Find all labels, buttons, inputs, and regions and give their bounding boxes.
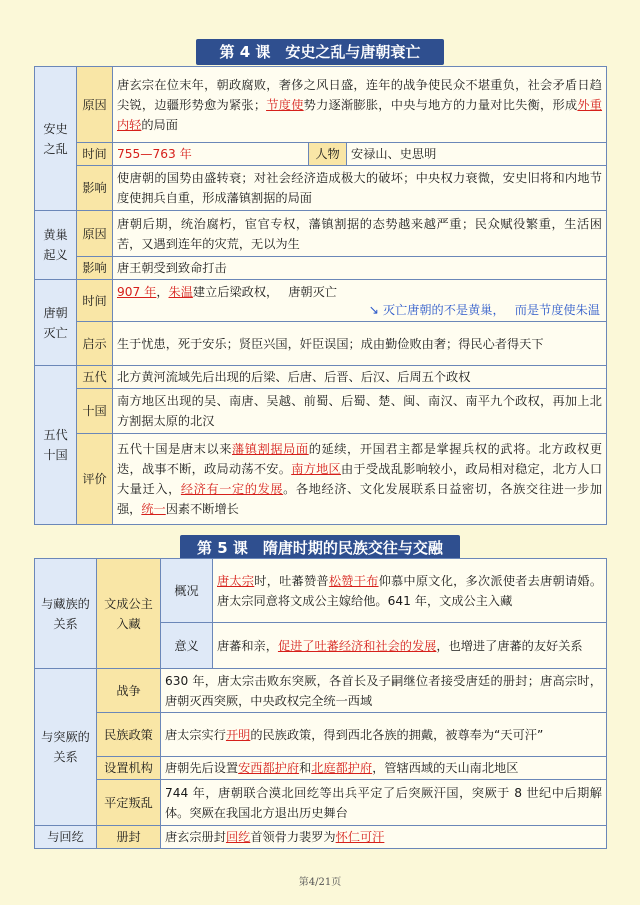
huangchao-cause-label: 原因 xyxy=(77,211,113,257)
tujue-org-label: 设置机构 xyxy=(97,757,161,780)
arrow-icon: ↘ xyxy=(368,302,379,317)
fall-time: 907 年，朱温建立后梁政权， 唐朝灭亡 ↘ 灭亡唐朝的不是黄巢， 而是节度使朱温 xyxy=(113,280,607,322)
tibet-meaning-label: 意义 xyxy=(161,623,213,669)
huangchao-impact: 唐王朝受到致命打击 xyxy=(113,257,607,280)
wudai-ten-label: 十国 xyxy=(77,389,113,434)
lesson4-title: 第 4 课 安史之乱与唐朝衰亡 xyxy=(196,39,444,65)
tibet-meaning: 唐蕃和亲，促进了吐蕃经济和社会的发展，也增进了唐蕃的友好关系 xyxy=(213,623,607,669)
tujue-policy: 唐太宗实行开明的民族政策，得到西北各族的拥戴，被尊奉为“天可汗” xyxy=(161,713,607,757)
huihe-title: 唐玄宗册封回纥首领骨力裴罗为怀仁可汗 xyxy=(161,826,607,849)
fall-lesson-label: 启示 xyxy=(77,322,113,366)
anshi-cause-label: 原因 xyxy=(77,67,113,143)
wudai-ten: 南方地区出现的吴、南唐、吴越、前蜀、后蜀、楚、闽、南汉、南平九个政权，再加上北方割据太原的北汉 xyxy=(113,389,607,434)
tujue-war: 630 年，唐太宗击败东突厥，各首长及子嗣继位者接受唐廷的册封；唐高宗时，唐朝灭西突厥，中央政权完全统一西域 xyxy=(161,669,607,713)
huangchao-label: 黄巢起义 xyxy=(35,211,77,280)
tibet-label: 与藏族的关系 xyxy=(35,559,97,669)
fall-label: 唐朝灭亡 xyxy=(35,280,77,366)
page-number: 第4/21页 xyxy=(298,877,342,888)
tujue-policy-label: 民族政策 xyxy=(97,713,161,757)
wudai-eval-label: 评价 xyxy=(77,434,113,525)
anshi-impact: 使唐朝的国势由盛转衰；对社会经济造成极大的破坏；中央权力衰微，安史旧将和内地节度使拥兵自重，形成藩镇割据的局面 xyxy=(113,166,607,211)
tujue-war-label: 战争 xyxy=(97,669,161,713)
lesson5-table xyxy=(34,558,607,849)
huihe-label: 与回纥 xyxy=(35,826,97,849)
fall-lesson: 生于忧患，死于安乐；贤臣兴国，奸臣误国；成由勤俭败由奢；得民心者得天下 xyxy=(113,322,607,366)
anshi-person-label: 人物 xyxy=(309,143,347,166)
tujue-pacify: 744 年，唐朝联合漠北回纥等出兵平定了后突厥汗国，突厥于 8 世纪中后期解体。突厥在我国北方退出历史舞台 xyxy=(161,780,607,826)
huangchao-cause: 唐朝后期，统治腐朽，宦官专权，藩镇割据的态势越来越严重；民众赋役繁重，生活困苦，又遇到连年的灾荒，无以为生 xyxy=(113,211,607,257)
tujue-label: 与突厥的关系 xyxy=(35,669,97,826)
wudai-eval: 五代十国是唐末以来藩镇割据局面的延续，开国君主都是掌握兵权的武将。北方政权更迭，战事不断，政局动荡不安。南方地区由于受战乱影响较小，政局相对稳定，北方人口大量迁入，经济有一定的发展。各地经济、文化发展联系日益密切，各族交往进一步加强，统一因素不断增长 xyxy=(113,434,607,525)
anshi-label: 安史之乱 xyxy=(35,67,77,211)
anshi-time-label: 时间 xyxy=(77,143,113,166)
anshi-time: 755—763 年 xyxy=(113,143,309,166)
lesson5-title: 第 5 课 隋唐时期的民族交往与交融 xyxy=(180,535,460,561)
tibet-overview: 唐太宗时，吐蕃赞普松赞干布仰慕中原文化，多次派使者去唐朝请婚。唐太宗同意将文成公主嫁给他。641 年，文成公主入藏 xyxy=(213,559,607,623)
fall-time-label: 时间 xyxy=(77,280,113,322)
tibet-sub-label: 文成公主入藏 xyxy=(97,559,161,669)
huihe-title-label: 册封 xyxy=(97,826,161,849)
anshi-impact-label: 影响 xyxy=(77,166,113,211)
wudai-label: 五代十国 xyxy=(35,366,77,525)
anshi-person: 安禄山、史思明 xyxy=(347,143,607,166)
wudai-five-label: 五代 xyxy=(77,366,113,389)
anshi-cause: 唐玄宗在位末年，朝政腐败，奢侈之风日盛，连年的战争使民众不堪重负，社会矛盾日趋尖锐，边疆形势愈为紧张；节度使势力逐渐膨胀，中央与地方的力量对比失衡，形成外重内轻的局面 xyxy=(113,67,607,143)
fall-note: ↘ 灭亡唐朝的不是黄巢， 而是节度使朱温 xyxy=(368,302,600,317)
lesson4-table xyxy=(34,66,607,525)
tujue-org: 唐朝先后设置安西都护府和北庭都护府，管辖西域的天山南北地区 xyxy=(161,757,607,780)
tibet-overview-label: 概况 xyxy=(161,559,213,623)
wudai-five: 北方黄河流域先后出现的后梁、后唐、后晋、后汉、后周五个政权 xyxy=(113,366,607,389)
huangchao-impact-label: 影响 xyxy=(77,257,113,280)
tujue-pacify-label: 平定叛乱 xyxy=(97,780,161,826)
